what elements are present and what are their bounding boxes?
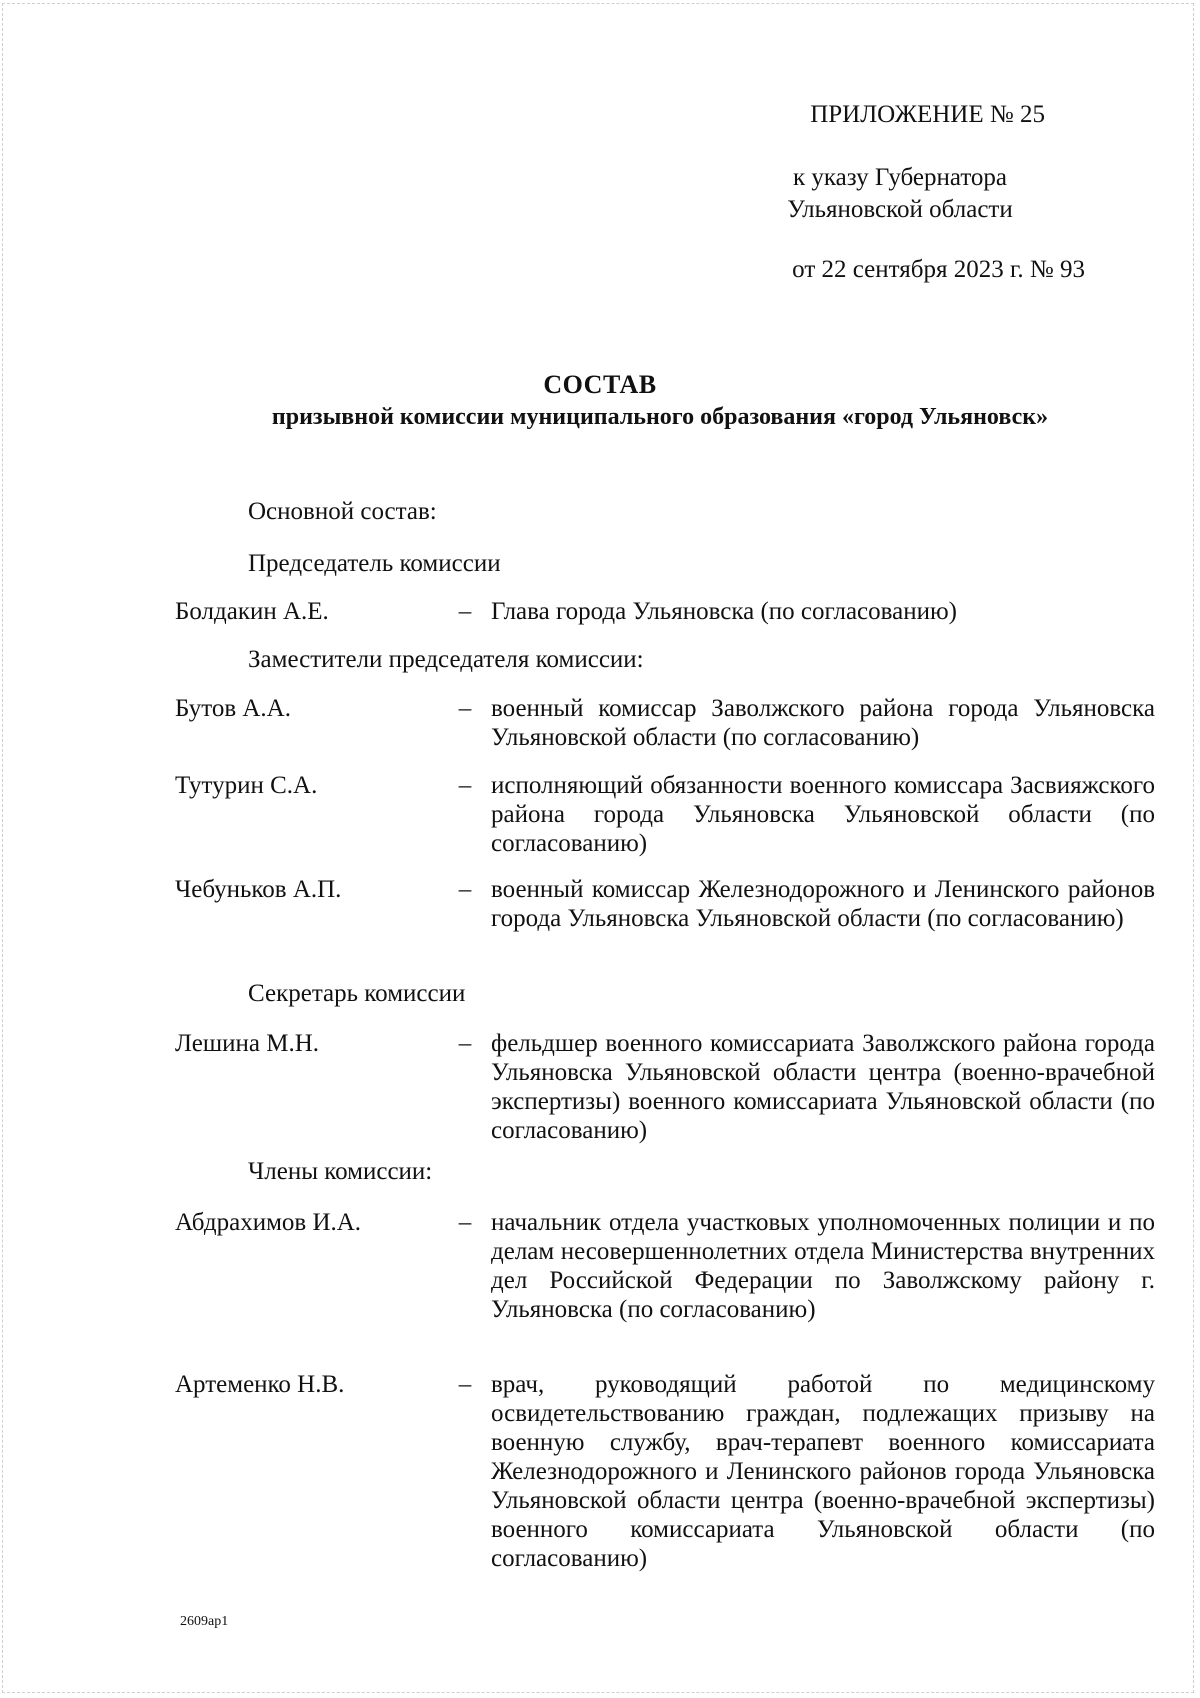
entry-dash: – <box>458 1030 472 1057</box>
entry-dash: – <box>458 1371 472 1398</box>
entry-role: военный комиссар Заволжского района города Ульяновска Ульяновской области (по согласованию) <box>491 695 1155 751</box>
entry-name: Бутов А.А. <box>175 695 291 722</box>
entry-role: Глава города Ульяновска (по согласованию) <box>491 598 957 625</box>
footer-code: 2609ap1 <box>180 1614 229 1629</box>
appendix-decree-line1: к указу Губернатора <box>792 164 1008 191</box>
entry-role: начальник отдела участковых уполномоченных полиции и по делам несовершеннолетних отдела Министерства внутренних дел Российской Федерации по Заволжскому району г. Ульяновска (по согласованию) <box>491 1209 1155 1323</box>
entry-role: военный комиссар Железнодорожного и Ленинского районов города Ульяновска Ульяновской области (по согласованию) <box>491 876 1155 932</box>
entry-name: Абдрахимов И.А. <box>175 1209 362 1236</box>
section-members: Члены комиссии: <box>248 1158 433 1185</box>
entry-role: исполняющий обязанности военного комиссара Засвияжского района города Ульяновска Ульяновской области (по согласованию) <box>491 772 1155 857</box>
appendix-block <box>725 100 1085 284</box>
section-main-composition: Основной состав: <box>248 498 437 525</box>
entry-role: фельдшер военного комиссариата Заволжского района города Ульяновска Ульяновской области центра (военно-врачебной экспертизы) военного комиссариата Ульяновской области (по согласованию) <box>491 1030 1155 1144</box>
section-secretary: Секретарь комиссии <box>248 980 466 1007</box>
document-subtitle: призывной комиссии муниципального образования «город Ульяновск» <box>271 404 1049 430</box>
entry-name: Лешина М.Н. <box>175 1030 320 1057</box>
section-deputies: Заместители председателя комиссии: <box>248 646 644 673</box>
entry-dash: – <box>458 876 472 903</box>
appendix-title: ПРИЛОЖЕНИЕ № 25 <box>810 101 1045 128</box>
section-chairman: Председатель комиссии <box>248 550 501 577</box>
entry-name: Чебуньков А.П. <box>175 876 342 903</box>
appendix-date: от 22 сентября 2023 г. № 93 <box>792 256 1085 283</box>
entry-dash: – <box>458 1209 472 1236</box>
entry-dash: – <box>458 598 472 625</box>
document-title: СОСТАВ <box>543 370 657 399</box>
entry-name: Тутурин С.А. <box>175 772 318 799</box>
appendix-decree <box>725 162 1045 226</box>
entry-dash: – <box>458 772 472 799</box>
entry-name: Артеменко Н.В. <box>175 1371 345 1398</box>
entry-name: Болдакин А.Е. <box>175 598 329 625</box>
entry-role: врач, руководящий работой по медицинскому освидетельствованию граждан, подлежащих призыву на военную службу, врач-терапевт военного комиссариата Железнодорожного и Ленинского районов города Ульяновска Ульяновской области центра (военно-врачебной экспертизы) военного комиссариата Ульяновской области (по согласованию) <box>491 1371 1155 1572</box>
entry-dash: – <box>458 695 472 722</box>
appendix-decree-line2: Ульяновской области <box>787 196 1013 223</box>
